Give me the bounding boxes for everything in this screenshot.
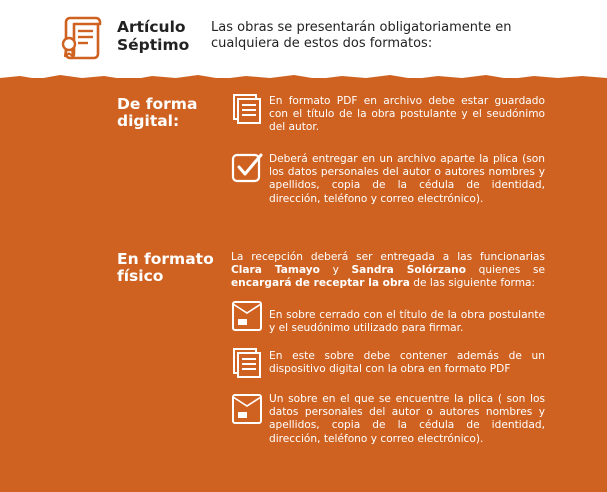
checkbox-check-icon — [231, 151, 263, 183]
intro-text: Las obras se presentarán obligatoriamente en cualquiera de estos dos formatos: — [211, 20, 512, 51]
physical-item-plica: Un sobre en el que se encuentre la plica ( son los datos personales del autor o autores nombres y apellidos, copia de la cédula de identidad, dirección, teléfono y correo electrónico). — [269, 393, 545, 445]
physical-section-title: En formato físico — [117, 250, 214, 285]
stacked-documents-icon — [231, 347, 263, 379]
digital-item-plica: Deberá entregar en un archivo aparte la plica (son los datos personales del autor o autores nombres y apellidos, copia de la cédula de identidad, dirección, teléfono y correo electrónico). — [269, 153, 545, 205]
envelope-icon — [231, 393, 263, 425]
physical-item-device: En este sobre debe contener además de un dispositivo digital con la obra en formato PDF — [269, 350, 545, 376]
digital-section-title: De forma digital: — [117, 95, 198, 130]
article-title: Artículo Séptimo — [117, 18, 190, 54]
stacked-documents-icon — [231, 93, 263, 125]
physical-intro: La recepción deberá ser entregada a las funcionarias Clara Tamayo y Sandra Solórzano quienes se encargará de receptar la obra de las siguiente forma: — [231, 251, 545, 290]
scroll-document-icon — [60, 14, 102, 62]
physical-item-envelope: En sobre cerrado con el título de la obra postulante y el seudónimo utilizado para firmar. — [269, 309, 545, 335]
envelope-icon — [231, 300, 263, 332]
torn-paper-edge — [0, 64, 607, 86]
digital-item-pdf: En formato PDF en archivo debe estar guardado con el título de la obra postulante y el seudónimo del autor. — [269, 95, 545, 134]
